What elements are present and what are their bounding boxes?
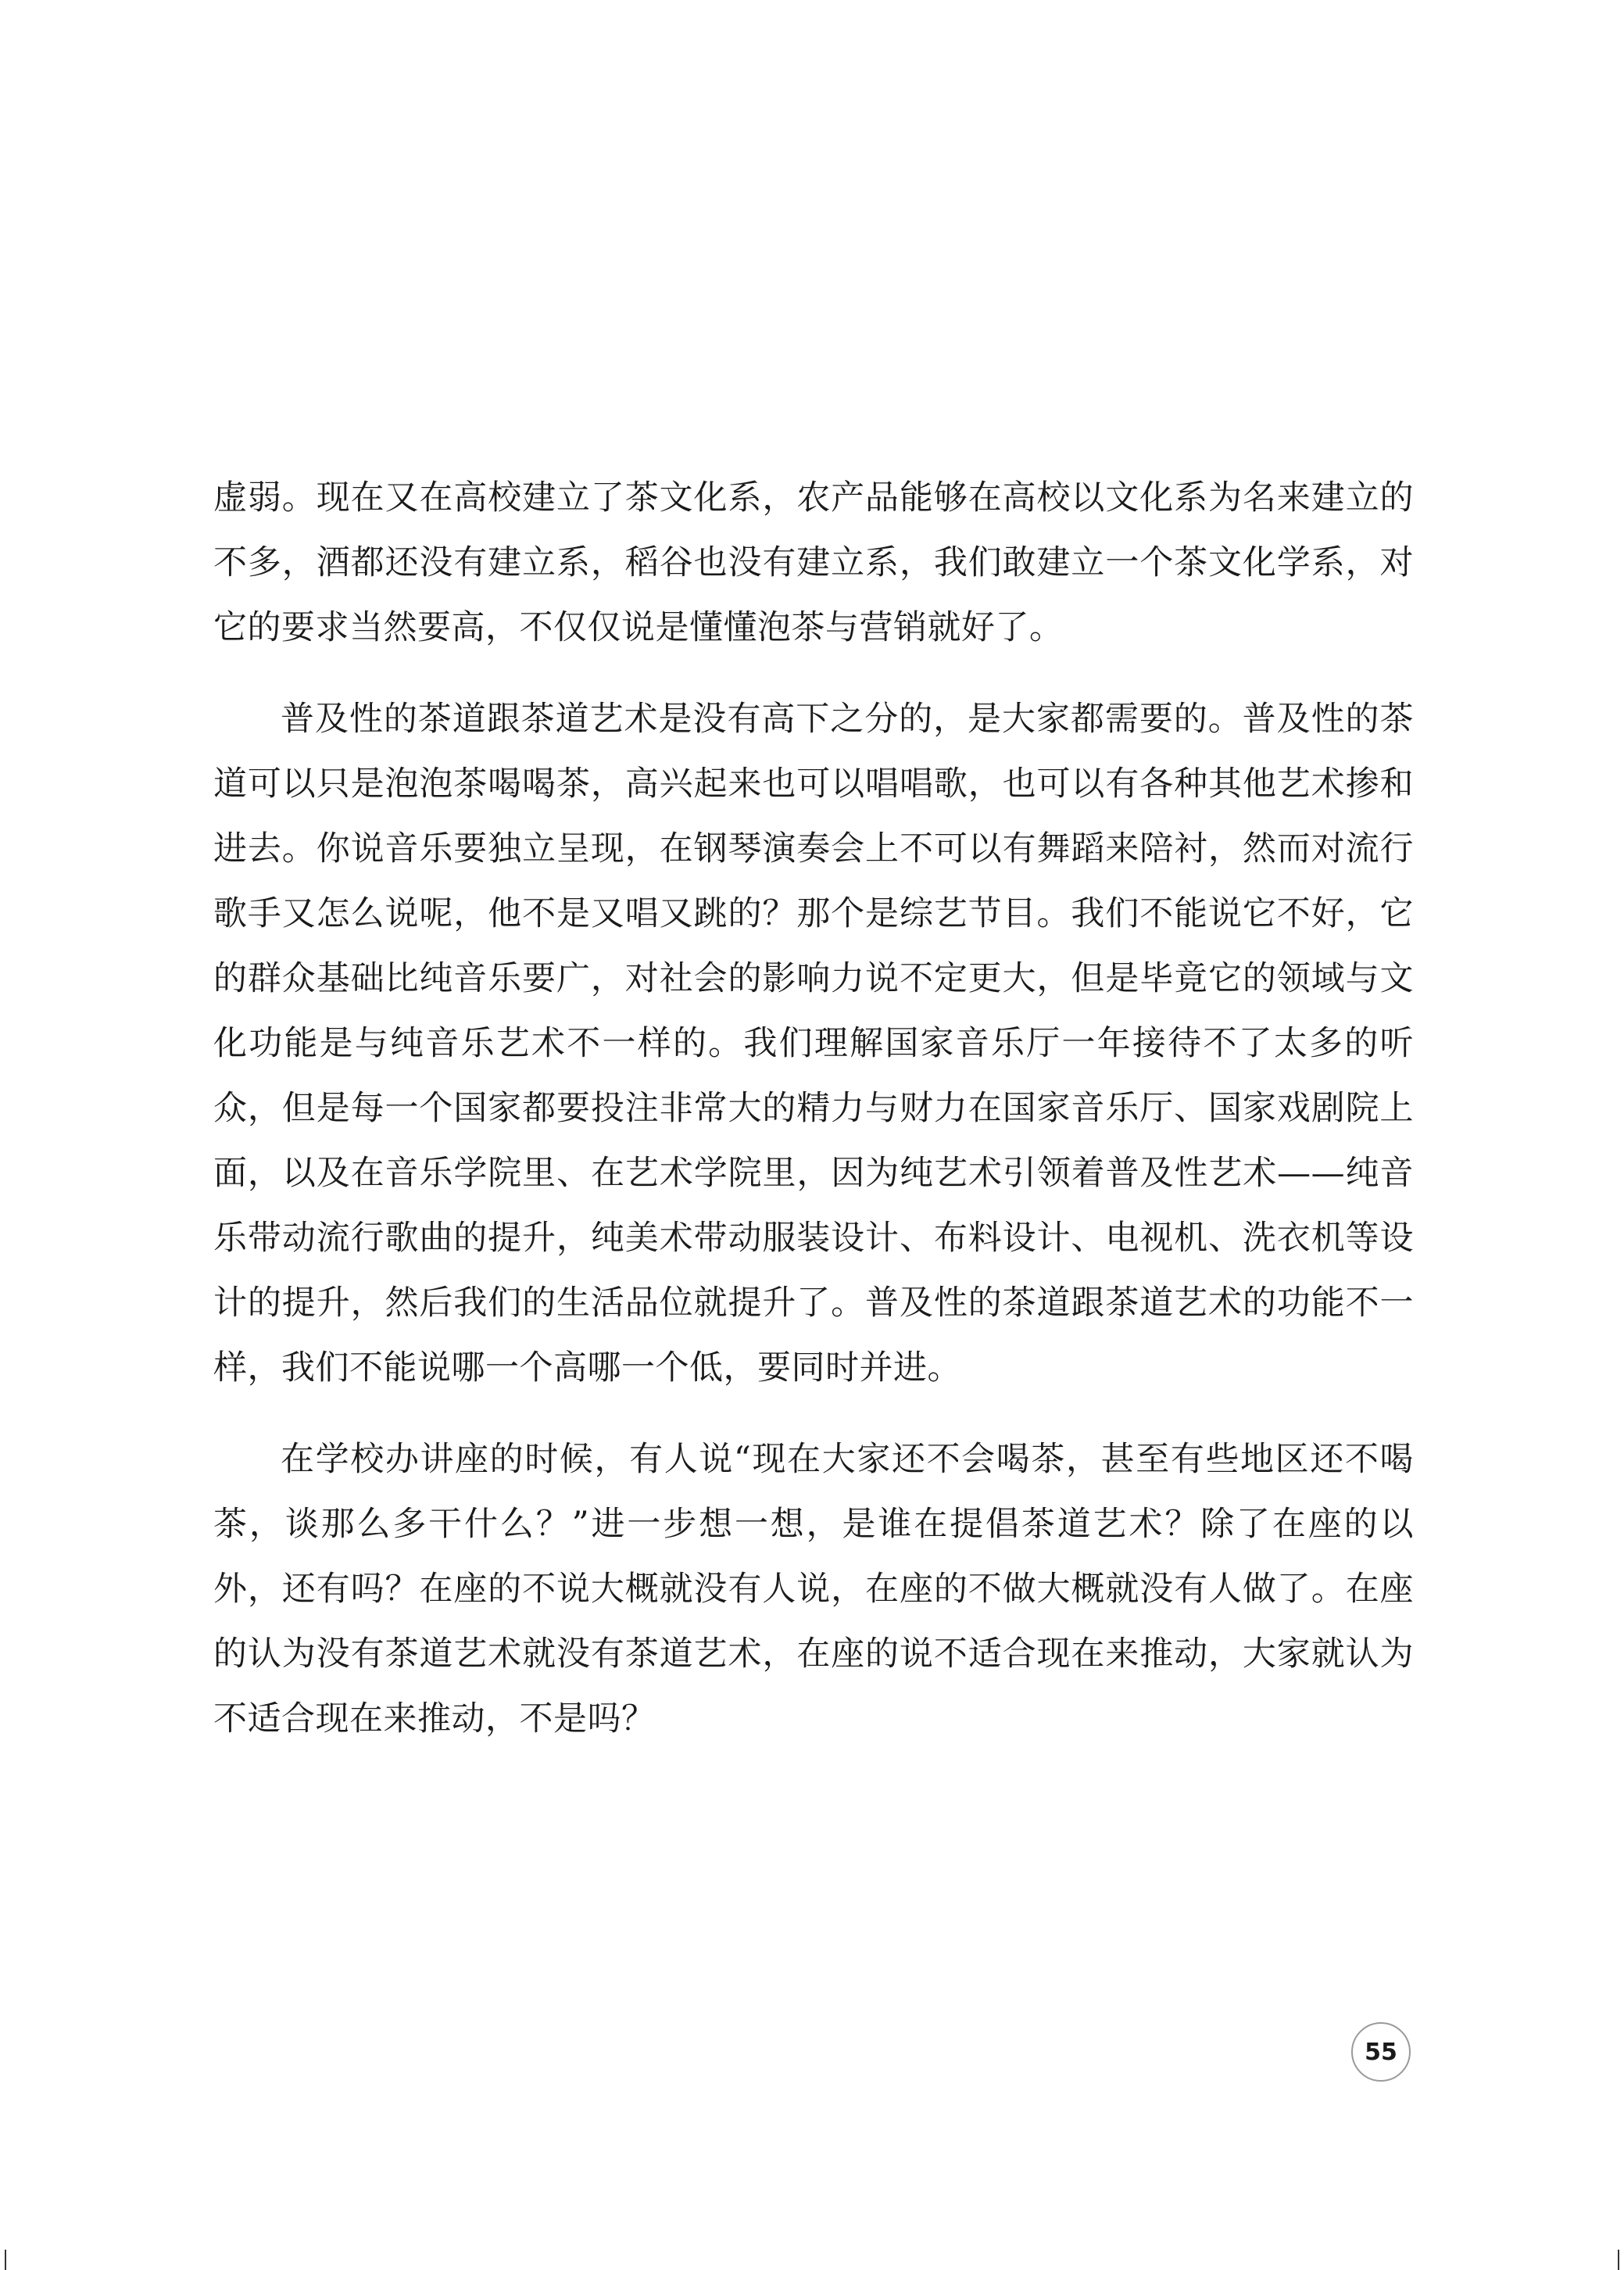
- paragraph-2: 普及性的茶道跟茶道艺术是没有高下之分的，是大家都需要的。普及性的茶道可以只是泡泡茶喝喝茶，高兴起来也可以唱唱歌，也可以有各种其他艺术掺和进去。你说音乐要独立呈现，在钢琴演奏会上不可以有舞蹈来陪衬，然而对流行歌手又怎么说呢，他不是又唱又跳的？那个是综艺节目。我们不能说它不好，它的群众基础比纯音乐要广，对社会的影响力说不定更大，但是毕竟它的领域与文化功能是与纯音乐艺术不一样的。我们理解国家音乐厅一年接待不了太多的听众，但是每一个国家都要投注非常大的精力与财力在国家音乐厅、国家戏剧院上面，以及在音乐学院里、在艺术学院里，因为纯艺术引领着普及性艺术——纯音乐带动流行歌曲的提升，纯美术带动服装设计、布料设计、电视机、洗衣机等设计的提升，然后我们的生活品位就提升了。普及性的茶道跟茶道艺术的功能不一样，我们不能说哪一个高哪一个低，要同时并进。: [213, 700, 1414, 1387]
- paragraph-1: 虚弱。现在又在高校建立了茶文化系，农产品能够在高校以文化系为名来建立的不多，酒都还没有建立系，稻谷也没有建立系，我们敢建立一个茶文化学系，对它的要求当然要高，不仅仅说是懂懂泡茶与营销就好了。: [213, 478, 1414, 647]
- crop-mark-left: [5, 2250, 6, 2270]
- paragraph-3: 在学校办讲座的时候，有人说“现在大家还不会喝茶，甚至有些地区还不喝茶，谈那么多干什么？”进一步想一想，是谁在提倡茶道艺术？除了在座的以外，还有吗？在座的不说大概就没有人说，在座的不做大概就没有人做了。在座的认为没有茶道艺术就没有茶道艺术，在座的说不适合现在来推动，大家就认为不适合现在来推动，不是吗？: [213, 1440, 1414, 1738]
- crop-mark-right: [1618, 2250, 1619, 2270]
- page-number: 55: [1351, 2022, 1411, 2082]
- page-body: [213, 466, 1414, 1752]
